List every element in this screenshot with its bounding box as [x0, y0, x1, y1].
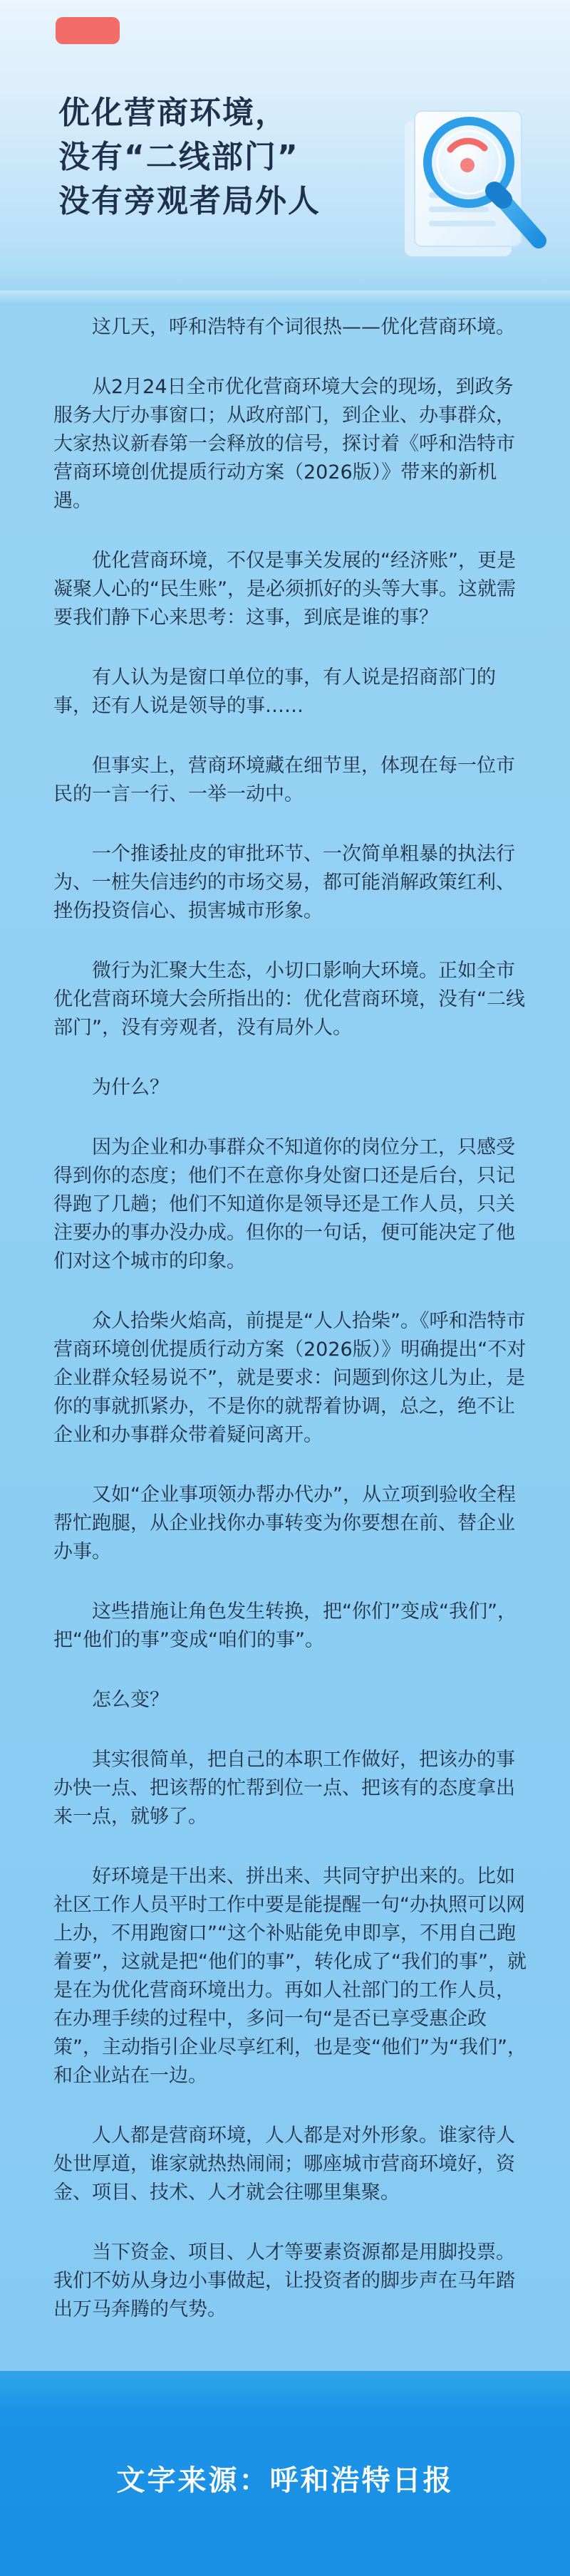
article-body — [53, 313, 531, 2324]
paragraph: 但事实上，营商环境藏在细节里，体现在每一位市民的一言一行、一举一动中。 — [53, 755, 515, 805]
paragraph: 一个推诿扯皮的审批环节、一次简单粗暴的执法行为、一桩失信违约的市场交易，都可能消解政策红利、挫伤投资信心、损害城市形象。 — [53, 843, 515, 922]
paragraph: 众人拾柴火焰高，前提是“人人拾柴”。《呼和浩特市营商环境创优提质行动方案（2026版）》明确提出“不对企业群众轻易说不”，就是要求：问题到你这儿为止，是你的事就抓紧办，不是你的就帮着协调，总之，绝不让企业和办事群众带着疑问离开。 — [53, 1310, 527, 1446]
paragraph: 这些措施让角色发生转换，把“你们”变成“我们”，把“他们的事”变成“咱们的事”。 — [53, 1601, 517, 1651]
paragraph-question: 怎么变？ — [92, 1689, 169, 1711]
paragraph: 优化营商环境，不仅是事关发展的“经济账”，更是凝聚人心的“民生账”，是必须抓好的头等大事。这就需要我们静下心来思考：这事，到底是谁的事？ — [53, 550, 516, 629]
title-line-1: 优化营商环境， — [58, 95, 288, 131]
paragraph-question: 为什么？ — [92, 1077, 169, 1099]
paragraph: 有人认为是窗口单位的事，有人说是招商部门的事，还有人说是领导的事…… — [53, 666, 496, 717]
article-title — [58, 91, 393, 224]
text-source-credit: 文字来源：呼和浩特日报 — [116, 2464, 454, 2497]
article-header — [0, 0, 570, 299]
title-line-2: 没有“二线部门” — [58, 139, 299, 175]
header-tag-decoration — [56, 17, 120, 44]
paragraph: 好环境是干出来、拼出来、共同守护出来的。比如社区工作人员平时工作中要是能提醒一句“办执照可以网上办，不用跑窗口”“这个补贴能免申即享，不用自己跑着要”，这就是把“他们的事”，转化成了“我们的事”，就是在为优化营商环境出力。再如人社部门的工作人员，在办理手续的过程中，多问一句“是否已享受惠企政策”，主动指引企业尽享红利，也是变“他们”为“我们”，和企业站在一边。 — [53, 1865, 527, 2087]
title-line-3: 没有旁观者局外人 — [58, 183, 321, 219]
article-footer — [0, 2371, 570, 2576]
paragraph: 又如“企业事项领办帮办代办”，从立项到验收全程帮忙跑腿，从企业找你办事转变为你要想在前、替企业办事。 — [53, 1484, 516, 1563]
paragraph: 其实很简单，把自己的本职工作做好，把该办的事办快一点、把该帮的忙帮到位一点、把该有的态度拿出来一点，就够了。 — [53, 1749, 515, 1828]
paragraph: 当下资金、项目、人才等要素资源都是用脚投票。我们不妨从身边小事做起，让投资者的脚步声在马年踏出万马奔腾的气势。 — [53, 2241, 515, 2320]
paragraph: 微行为汇聚大生态，小切口影响大环境。正如全市优化营商环境大会所指出的：优化营商环境，没有“二线部门”，没有旁观者，没有局外人。 — [53, 960, 525, 1039]
magnifier-document-icon — [399, 107, 549, 278]
paragraph: 人人都是营商环境，人人都是对外形象。谁家待人处世厚道，谁家就热热闹闹；哪座城市营商环境好，资金、项目、技术、人才就会往哪里集聚。 — [53, 2125, 515, 2204]
paragraph: 因为企业和办事群众不知道你的岗位分工，只感受得到你的态度；他们不在意你身处窗口还是后台，只记得跑了几趟；他们不知道你是领导还是工作人员，只关注要办的事办没办成。但你的一句话，便可能决定了他们对这个城市的印象。 — [53, 1136, 515, 1272]
header-divider — [0, 290, 570, 303]
paragraph: 这几天，呼和浩特有个词很热——优化营商环境。 — [92, 316, 515, 338]
paragraph: 从2月24日全市优化营商环境大会的现场，到政务服务大厅办事窗口；从政府部门，到企业、办事群众，大家热议新春第一会释放的信号，探讨着《呼和浩特市营商环境创优提质行动方案（2026版）》带来的新机遇。 — [53, 376, 515, 512]
